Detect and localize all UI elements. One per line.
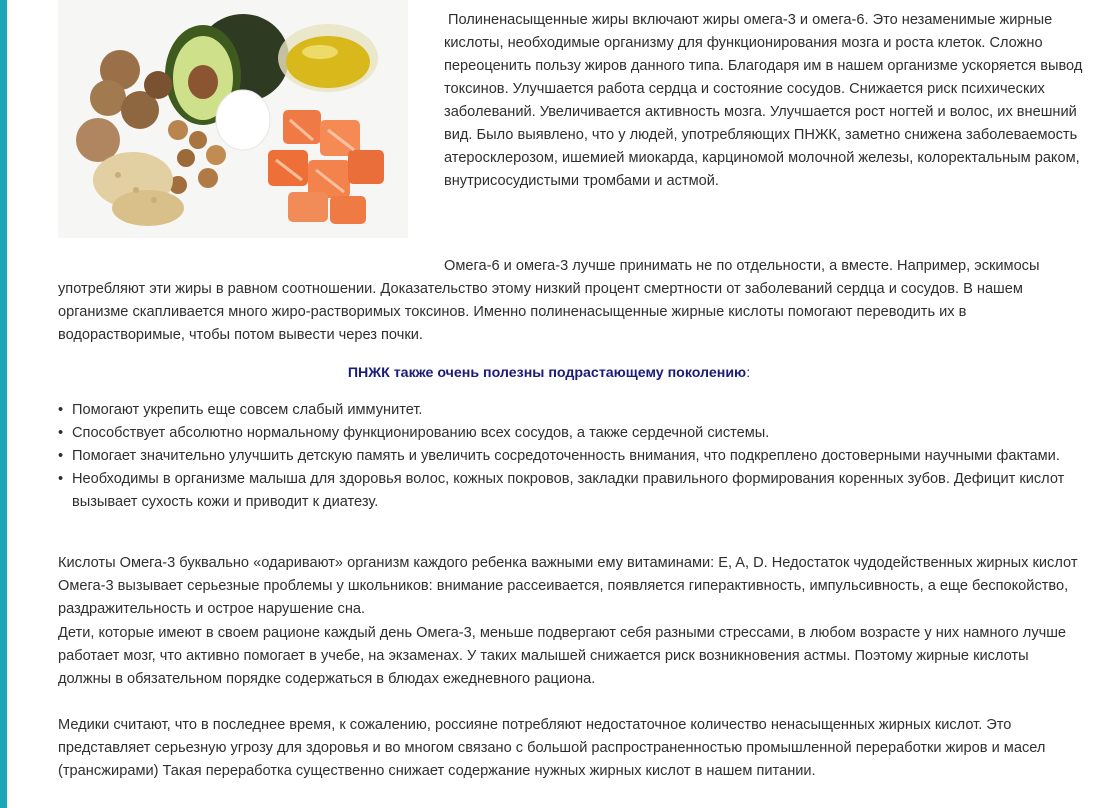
benefit-text: Помогает значительно улучшить детскую память и увеличить сосредоточенность внимания, что подкреплено достоверными научными фактами.: [72, 448, 1060, 464]
omega-balance-paragraph: Омега-6 и омега-3 лучше принимать не по отдельности, а вместе. Например, эскимосы употребляют эти жиры в равном соотношении. Доказательство этому низкий процент смертности от заболеваний сердца и сосудов. В нашем организме скапливается много жиро-растворимых токсинов. Именно полиненасыщенные жирные кислоты помогают переводить их в водорастворимые, чтобы потом вывести через почки.: [58, 258, 1040, 343]
bullet-dot: •: [58, 471, 64, 487]
section-heading-colon: :: [746, 365, 751, 381]
benefit-text: Помогают укрепить еще совсем слабый иммунитет.: [72, 402, 423, 418]
list-item: [58, 422, 1068, 445]
section-heading: [0, 362, 1098, 385]
list-item: [58, 468, 1068, 514]
omega3-children-paragraph: Кислоты Омега-3 буквально «одаривают» организм каждого ребенка важными ему витаминами: E, A, D. Недостаток чудодейственных жирных кислот Омега-3 вызывает серьезные проблемы у школьников: внимание рассеивается, появляется гиперактивность, импульсивность, а еще беспокойство, раздражительность и острое нарушение сна.: [58, 555, 1078, 617]
benefit-text: Необходимы в организме малыша для здоровья волос, кожных покровов, закладки правильного формирования коренных зубов. Дефицит кислот вызывает сухость кожи и приводит к диатезу.: [72, 471, 1065, 510]
doctors-opinion-paragraph: Медики считают, что в последнее время, к сожалению, россияне потребляют недостаточное количество ненасыщенных жирных кислот. Это представляет серьезную угрозу для здоровья и во многом связано с большой распространенностью промышленной переработки жиров и масел (трансжирами) Такая переработка существенно снижает содержание нужных жирных кислот в нашем питании.: [58, 717, 1046, 779]
list-item: [58, 445, 1068, 468]
intro-paragraph: Полиненасыщенные жиры включают жиры омега-3 и омега-6. Это незаменимые жирные кислоты, необходимые организму для функционирования мозга и роста клеток. Сложно переоценить пользу жиров данного типа. Благодаря им в нашем организме ускоряется вывод токсинов. Улучшается работа сердца и состояние сосудов. Снижается риск психических заболеваний. Увеличивается активность мозга. Улучшается рост ногтей и волос, их внешний вид. Было выявлено, что у людей, употребляющих ПНЖК, заметно снижена заболеваемость атеросклерозом, ишемией миокарда, карциномой молочной железы, колоректальным раком, внутрисосудистыми тромбами и астмой.: [444, 12, 1083, 189]
benefit-text: Способствует абсолютно нормальному функционированию всех сосудов, а также сердечной системы.: [72, 425, 770, 441]
omega-foods-illustration-icon: [58, 0, 408, 238]
bullet-dot: •: [58, 402, 64, 418]
section-heading-text: ПНЖК также очень полезны подрастающему поколению: [347, 365, 747, 381]
list-item: [58, 399, 1068, 422]
benefits-list: [58, 399, 1068, 514]
left-accent-bar: [0, 0, 7, 808]
omega-foods-image: [58, 0, 408, 238]
daily-intake-paragraph: Дети, которые имеют в своем рационе каждый день Омега-3, меньше подвергают себя разными стрессами, в любом возрасте у них намного лучше работает мозг, что активно помогает в учебе, на экзаменах. У таких малышей снижается риск возникновения астмы. Поэтому жирные кислоты должны в обязательном порядке содержаться в блюдах ежедневного рациона.: [58, 625, 1067, 687]
bullet-dot: •: [58, 448, 64, 464]
bullet-dot: •: [58, 425, 64, 441]
